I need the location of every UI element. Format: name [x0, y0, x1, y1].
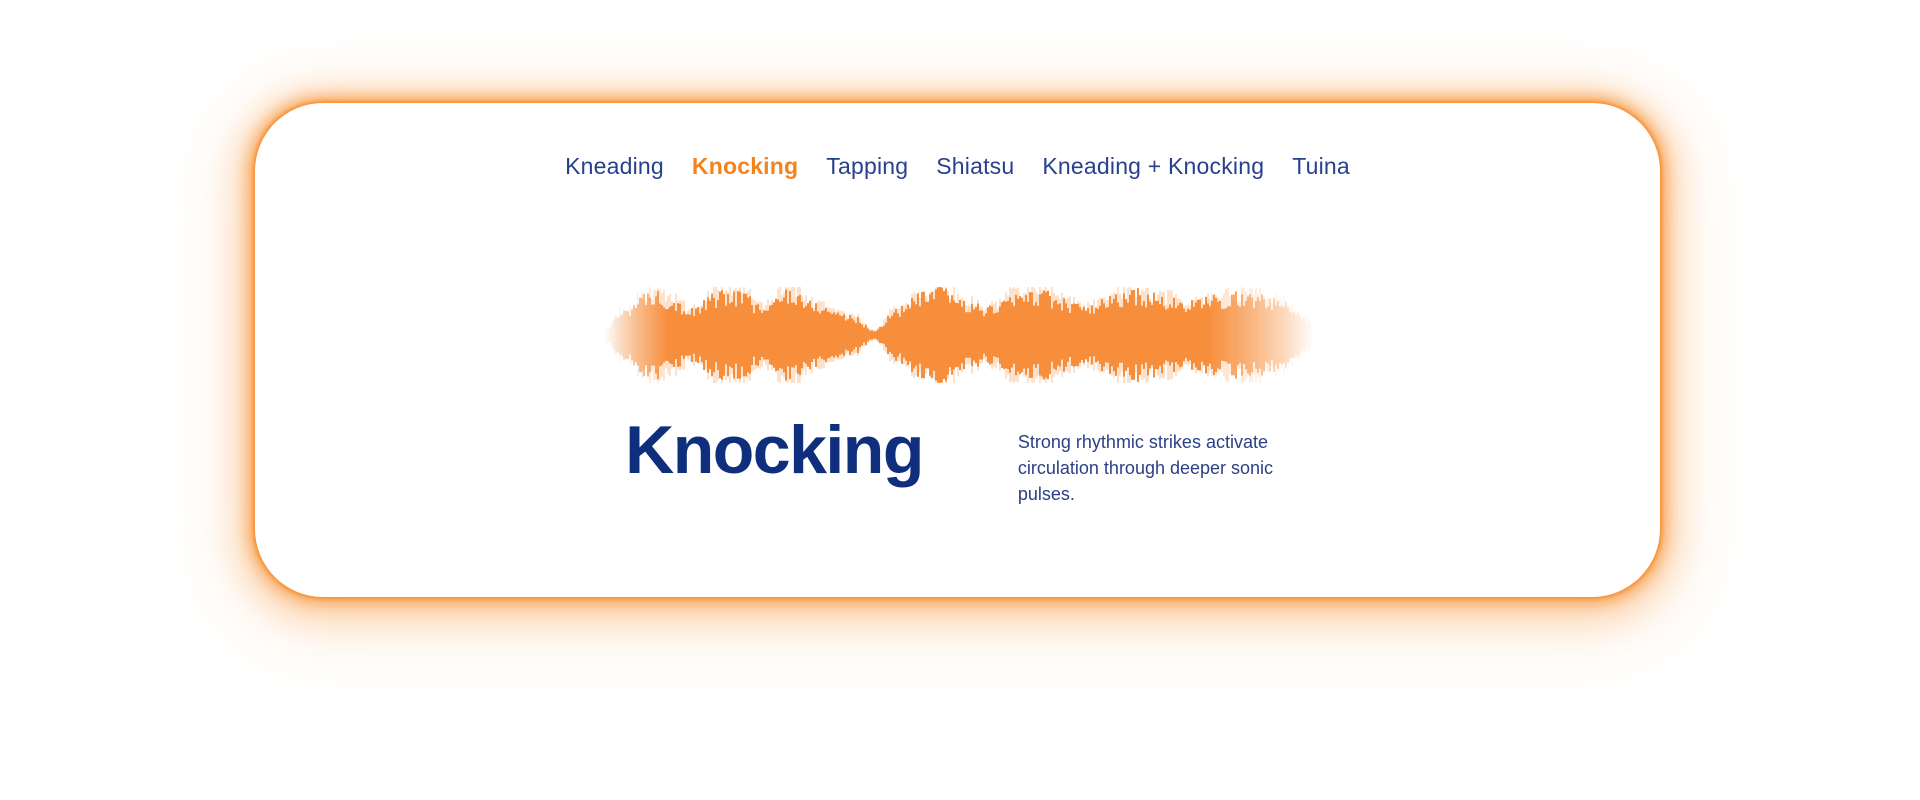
mode-description-line: Strong rhythmic strikes activate	[1017, 432, 1268, 452]
audio-waveform-icon	[603, 287, 1313, 383]
mode-tabs	[255, 153, 1660, 180]
waveform-container	[255, 287, 1660, 383]
tab-knocking[interactable]: Knocking	[691, 153, 799, 179]
tab-tapping[interactable]: Tapping	[826, 153, 909, 179]
mode-description-line: circulation through deeper sonic	[1017, 458, 1274, 478]
mode-title: Knocking	[625, 412, 923, 488]
tab-shiatsu[interactable]: Shiatsu	[936, 153, 1015, 179]
mode-description-line: pulses.	[1017, 484, 1075, 504]
mode-content	[255, 412, 1660, 507]
mode-description	[1018, 429, 1290, 507]
massage-mode-card	[255, 103, 1660, 597]
tab-kneading-knocking[interactable]: Kneading + Knocking	[1042, 153, 1265, 179]
tab-tuina[interactable]: Tuina	[1292, 153, 1350, 179]
tab-kneading[interactable]: Kneading	[565, 153, 664, 179]
